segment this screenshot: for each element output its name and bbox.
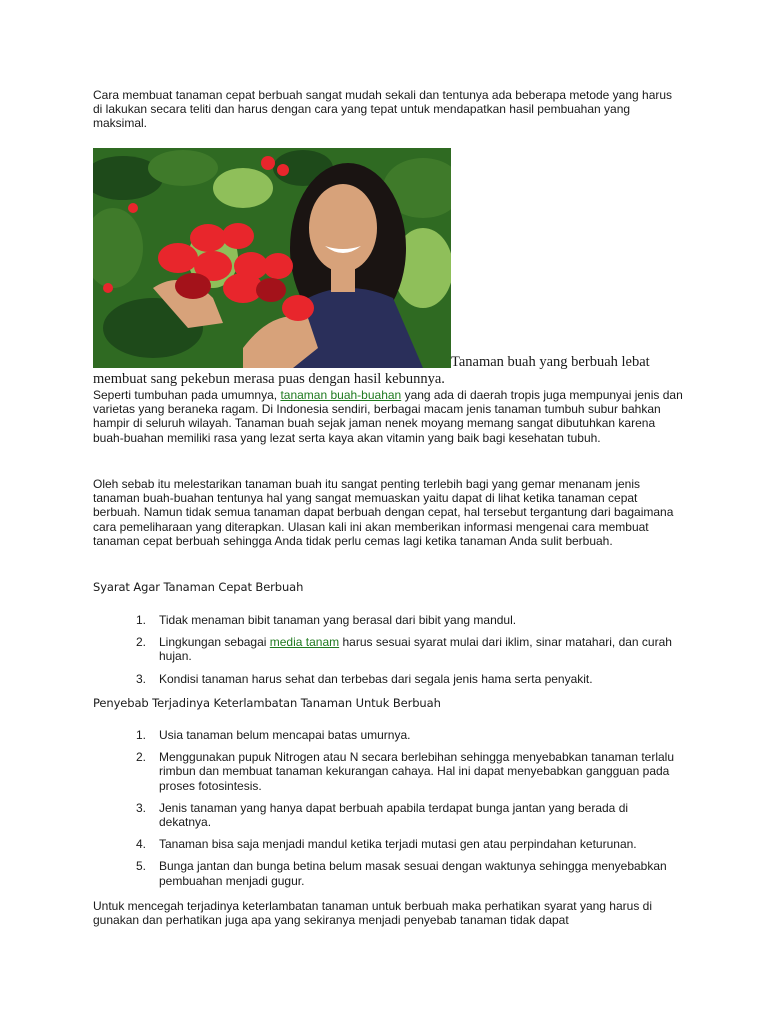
intro-paragraph: Cara membuat tanaman cepat berbuah sangat mudah sekali dan tentunya ada beberapa metode yang harus di lakukan secara teliti dan harus dengan cara yang tepat untuk mendapatkan hasil pembuahan yang maksimal. — [93, 88, 673, 131]
list-penyebab — [93, 728, 683, 896]
fruit-photo-illustration — [93, 148, 451, 368]
link-media-tanam[interactable]: media tanam — [269, 635, 340, 650]
list-item — [93, 859, 683, 887]
list-item-text-after: harus sesuai syarat mulai dari iklim, sinar matahari, dan curah hujan. — [159, 635, 672, 664]
paragraph-2: Oleh sebab itu melestarikan tanaman buah itu sangat penting terlebih bagi yang gemar menanam jenis tanaman buah-buahan tentunya hal yang sangat memuaskan yaitu dapat di lihat ketika tanaman cepat berbuah. Namun tidak semua tanaman dapat berbuah dengan cepat, hal tersebut tergantung dari bagaimana cara pemeliharaan yang diterapkan. Ulasan kali ini akan memberikan informasi mengenai cara membuat tanaman cepat berbuah sehingga Anda tidak perlu cemas lagi ketika tanaman Anda sulit berbuah. — [93, 477, 674, 548]
list-number: 2. — [136, 635, 147, 650]
list-number: 4. — [136, 837, 147, 852]
list-number: 5. — [136, 859, 147, 874]
paragraph-3: Untuk mencegah terjadinya keterlambatan tanaman untuk berbuah maka perhatikan syarat yang harus di gunakan dan perhatikan juga apa yang sekiranya menjadi penyebab tanaman tidak dapat — [93, 899, 653, 928]
list-item — [93, 801, 683, 829]
list-item — [93, 635, 683, 663]
section-heading-2: Penyebab Terjadinya Keterlambatan Tanaman Untuk Berbuah — [93, 696, 441, 710]
list-item — [93, 750, 683, 793]
paragraph-1-text-before: Seperti tumbuhan pada umumnya, — [93, 388, 281, 402]
list-item — [93, 837, 683, 851]
caption-line-1: Tanaman buah yang berbuah lebat — [451, 354, 650, 370]
photo-caption — [93, 354, 683, 388]
caption-line-2: membuat sang pekebun merasa puas dengan hasil kebunnya. — [93, 371, 445, 387]
list-item-text: Kondisi tanaman harus sehat dan terbebas dari segala jenis hama serta penyakit. — [159, 671, 593, 686]
section-heading-1: Syarat Agar Tanaman Cepat Berbuah — [93, 580, 304, 594]
list-syarat — [93, 613, 683, 694]
list-item-text: Menggunakan pupuk Nitrogen atau N secara berlebihan sehingga menyebabkan tanaman terlalu rimbun dan membuat tanaman kekurangan cahaya. Hal ini dapat menyebabkan gangguan pada proses fotosintesis. — [159, 750, 675, 793]
list-item-text: Jenis tanaman yang hanya dapat berbuah apabila terdapat bunga jantan yang berada di dekatnya. — [159, 800, 629, 830]
paragraph-1 — [93, 388, 683, 445]
list-number: 1. — [136, 728, 147, 742]
list-item — [93, 728, 683, 742]
list-number: 1. — [136, 613, 147, 627]
list-number: 3. — [136, 671, 147, 686]
list-item-text: Tanaman bisa saja menjadi mandul ketika terjadi mutasi gen atau perpindahan keturunan. — [159, 837, 637, 852]
photo-woman-holding-fruit — [93, 148, 451, 368]
list-item-text: Tidak menaman bibit tanaman yang berasal dari bibit yang mandul. — [159, 613, 517, 627]
list-item — [93, 613, 683, 627]
list-item — [93, 672, 683, 686]
paragraph-1-text-after: yang ada di daerah tropis juga mempunyai jenis dan varietas yang beraneka ragam. Di Indonesia sendiri, berbagai macam jenis tanaman tumbuh subur bahkan hampir di seluruh wilayah. Tanaman buah sejak jaman nenek moyang memang sangat dibutuhkan karena buah-buahan memiliki rasa yang lezat serta kaya akan vitamin yang baik bagi kesehatan tubuh. — [93, 388, 683, 445]
list-number: 2. — [136, 750, 147, 765]
list-item-text: Bunga jantan dan bunga betina belum masak sesuai dengan waktunya sehingga menyebabkan pembuahan menjadi gugur. — [159, 859, 667, 888]
list-item-text: Usia tanaman belum mencapai batas umurnya. — [159, 728, 411, 742]
link-tanaman-buah[interactable]: tanaman buah-buahan — [280, 388, 402, 402]
list-item-text-before: Lingkungan sebagai — [159, 635, 270, 650]
list-number: 3. — [136, 800, 147, 815]
